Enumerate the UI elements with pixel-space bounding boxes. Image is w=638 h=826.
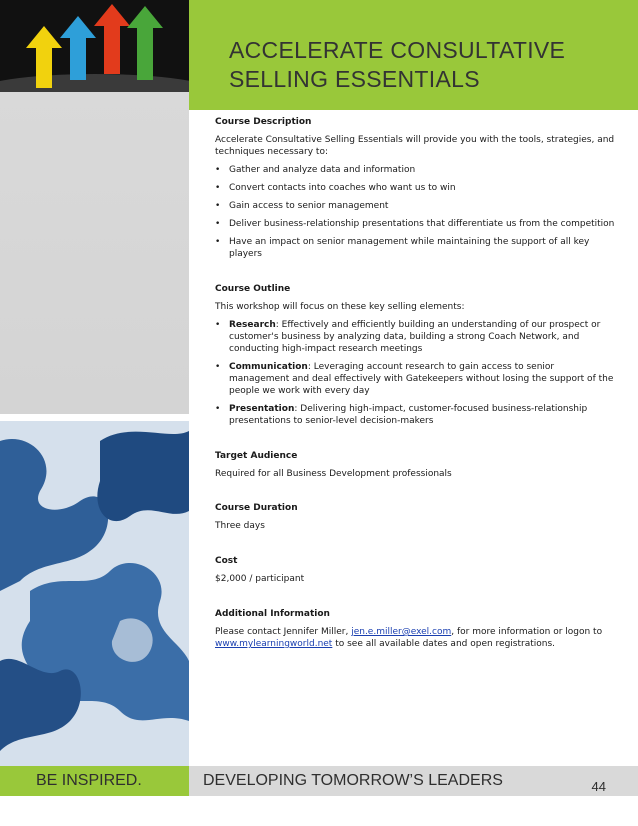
description-list [215, 164, 615, 260]
bullet-icon: • [215, 404, 221, 414]
page-number: 44 [591, 779, 606, 794]
course-description-heading: Course Description [215, 117, 312, 127]
outline-term: Presentation [229, 404, 295, 414]
puzzle-illustration [0, 421, 189, 766]
course-content [215, 116, 615, 650]
course-outline-section [215, 283, 615, 427]
grey-sidebar-panel [0, 92, 189, 414]
course-description-section [215, 116, 615, 260]
course-outline-heading: Course Outline [215, 284, 291, 294]
list-item: • Deliver business-relationship presentations that differentiate us from the competition [215, 219, 615, 229]
course-duration-text: Three days [215, 521, 265, 531]
puzzle-pieces-image [0, 421, 189, 766]
list-item: • Gain access to senior management [215, 201, 389, 211]
list-item: • Communication: Leveraging account research to gain access to senior management and deal effectively with Gatekeepers without losing the support of the people we work with every day [215, 362, 614, 396]
course-duration-heading: Course Duration [215, 503, 298, 513]
additional-information-section [215, 608, 615, 650]
course-duration-section [215, 502, 615, 532]
bullet-icon: • [215, 165, 221, 175]
list-item: • Have an impact on senior management while maintaining the support of all key players [215, 237, 590, 259]
outline-term: Research [229, 320, 276, 330]
footer-left-panel [0, 766, 189, 796]
left-column [0, 0, 189, 826]
cost-heading: Cost [215, 556, 238, 566]
bullet-icon: • [215, 237, 221, 247]
cost-text: $2,000 / participant [215, 574, 305, 584]
list-item: • Gather and analyze data and information [215, 165, 416, 175]
bullet-icon: • [215, 219, 221, 229]
bullet-icon: • [215, 362, 221, 372]
cost-section [215, 555, 615, 585]
outline-list [215, 319, 615, 427]
target-audience-section [215, 450, 615, 480]
target-audience-heading: Target Audience [215, 451, 298, 461]
footer-tagline: BE INSPIRED. [36, 772, 142, 789]
page-title-line-2: SELLING ESSENTIALS [229, 66, 480, 92]
bullet-icon: • [215, 183, 221, 193]
course-outline-intro: This workshop will focus on these key selling elements: [215, 302, 465, 312]
target-audience-text: Required for all Business Development professionals [215, 469, 452, 479]
email-link[interactable]: jen.e.miller@exel.com [351, 627, 452, 637]
list-item: • Presentation: Delivering high-impact, customer-focused business-relationship presentations to senior-level decision-makers [215, 404, 588, 426]
additional-information-text: Please contact Jennifer Miller, jen.e.miller@exel.com, for more information or logon to www.mylearningworld.net to see all available dates and open registrations. [215, 627, 603, 649]
page-title-line-1: ACCELERATE CONSULTATIVE [229, 37, 566, 63]
additional-information-heading: Additional Information [215, 609, 330, 619]
list-item: • Convert contacts into coaches who want us to win [215, 183, 456, 193]
rising-arrows-image [0, 0, 189, 92]
list-item: • Research: Effectively and efficiently building an understanding of our prospect or customer's business by analyzing data, building a strong Coach Network, and conducting high-impact research meetings [215, 320, 601, 354]
page-title [229, 36, 609, 94]
footer-right-panel [189, 766, 638, 796]
bullet-icon: • [215, 201, 221, 211]
bullet-icon: • [215, 320, 221, 330]
arrows-illustration [0, 0, 189, 92]
footer-slogan: DEVELOPING TOMORROW’S LEADERS [203, 772, 503, 789]
outline-term: Communication [229, 362, 308, 372]
course-description-intro: Accelerate Consultative Selling Essentials will provide you with the tools, strategies, and techniques necessary to: [215, 135, 615, 157]
footer-bar [0, 766, 638, 796]
website-link[interactable]: www.mylearningworld.net [215, 639, 333, 649]
